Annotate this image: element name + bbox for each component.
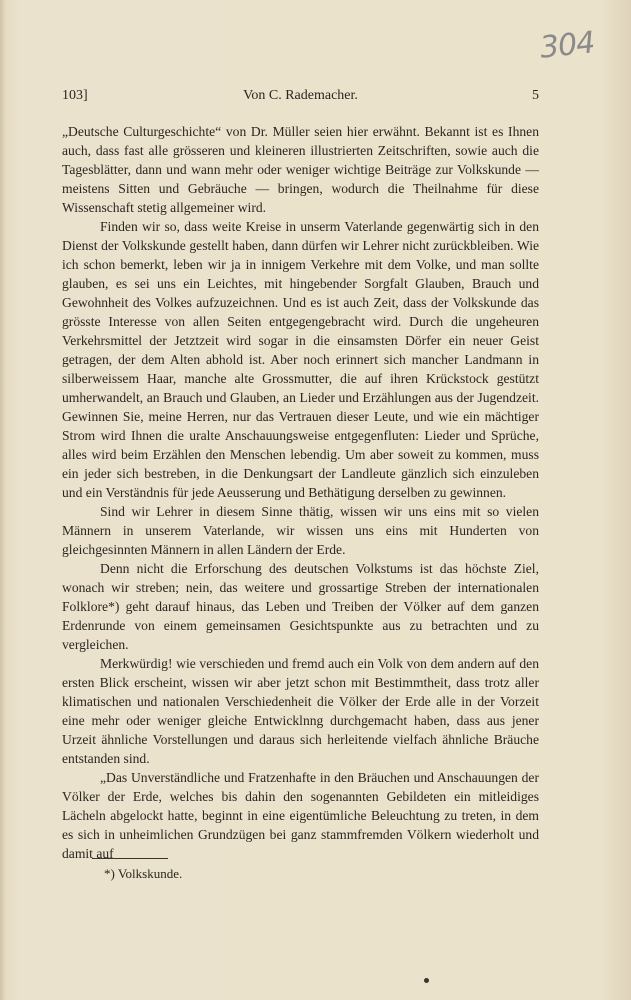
paragraph: „Das Unverständliche und Fratzenhafte in den Bräuchen und Anschauungen der Völker der Erde, welches bis dahin den sogenannten Gebildeten ein mitleidiges Lächeln abgelockt hatte, beginnt in eine eigentümliche Beleuchtung zu treten, in dem es sich in unheimlichen Grundzügen bei ganz stammfremden Völkern wiederholt und damit auf: [62, 770, 539, 861]
header-page-number: 5: [532, 88, 539, 103]
ink-dot: [424, 978, 429, 983]
running-header: [62, 88, 539, 108]
footnote-divider: [92, 858, 168, 859]
handwritten-page-number: 304: [538, 25, 596, 66]
paragraph: Denn nicht die Erforschung des deutschen Volkstums ist das höchste Ziel, wonach wir streben; nein, das weitere und grossartige Streben der internationalen Folklore*) geht darauf hinaus, das Leben und Treiben der Völker auf dem ganzen Erdenrunde von einem gemeinsamen Gesichtspunkte aus zu betrachten und zu vergleichen.: [62, 561, 539, 652]
footnote: *) Volkskunde.: [104, 866, 183, 881]
paragraph: Sind wir Lehrer in diesem Sinne thätig, wissen wir uns eins mit so vielen Männern in unserem Vaterlande, wir wissen uns eins mit Hunderten von gleichgesinnten Männern in allen Ländern der Erde.: [62, 504, 539, 557]
header-page-ref: 103]: [62, 88, 88, 103]
paragraph: „Deutsche Culturgeschichte“ von Dr. Müller seien hier erwähnt. Bekannt ist es Ihnen auch, dass fast alle grösseren und kleineren illustrierten Zeitschriften, sowie auch die Tagesblätter, dann und wann mehr oder weniger wichtige Beiträge zur Volkskunde — meistens Sitten und Gebräuche — bringen, wodurch die Theilnahme für diese Wissenschaft stetig allgemeiner wird.: [62, 124, 539, 215]
paragraph: Finden wir so, dass weite Kreise in unserm Vaterlande gegenwärtig sich in den Dienst der Volkskunde gestellt haben, dann dürfen wir Lehrer nicht zurückbleiben. Wie ich schon bemerkt, leben wir ja in innigem Verkehre mit dem Volke, und man sollte glauben, es sei uns ein Leichtes, mit hingebender Sorgfalt Glauben, Brauch und Gewohnheit des Volkes aufzuzeichnen. Und es ist auch Zeit, dass der Volkskunde das grösste Interesse von allen Seiten entgegengebracht wird. Durch die ungeheuren Verkehrsmittel der Jetztzeit wird sogar in die einsamsten Dörfer ein neuer Geist getragen, der dem Alten abhold ist. Aber noch erinnert sich mancher Landmann in silberweissem Haar, manche alte Grossmutter, die auf ihren Krückstock gestützt umherwandelt, an Brauch und Glauben, an Lieder und Erzählungen aus der Jugendzeit. Gewinnen Sie, meine Herren, nur das Vertrauen dieser Leute, und wie ein mächtiger Strom wird Ihnen die uralte Anschauungsweise entgegenfluten: Lieder und Sprüche, alles wird beim Erzählen den Menschen lebendig. Um aber soweit zu kommen, muss ein jeder sich bestreben, in die Denkungsart der Landleute gänzlich sich einzuleben und ein Verständnis für jede Aeusserung und Bethätigung derselben zu gewinnen.: [62, 219, 539, 500]
header-author: Von C. Rademacher.: [243, 88, 358, 103]
paragraph: Merkwürdig! wie verschieden und fremd auch ein Volk von dem andern auf den ersten Blick erscheint, wissen wir aber jetzt schon mit Bestimmtheit, dass trotz aller klimatischen und nationalen Verschiedenheit die Völker der Erde alle in der Vorzeit eine mehr oder weniger gleiche Entwicklnng durchgemacht haben, dass aus jener Urzeit ähnliche Vorstellungen und daraus sich herleitende vielfach ähnliche Bräuche entstanden sind.: [62, 656, 539, 766]
body-text: [62, 122, 539, 863]
